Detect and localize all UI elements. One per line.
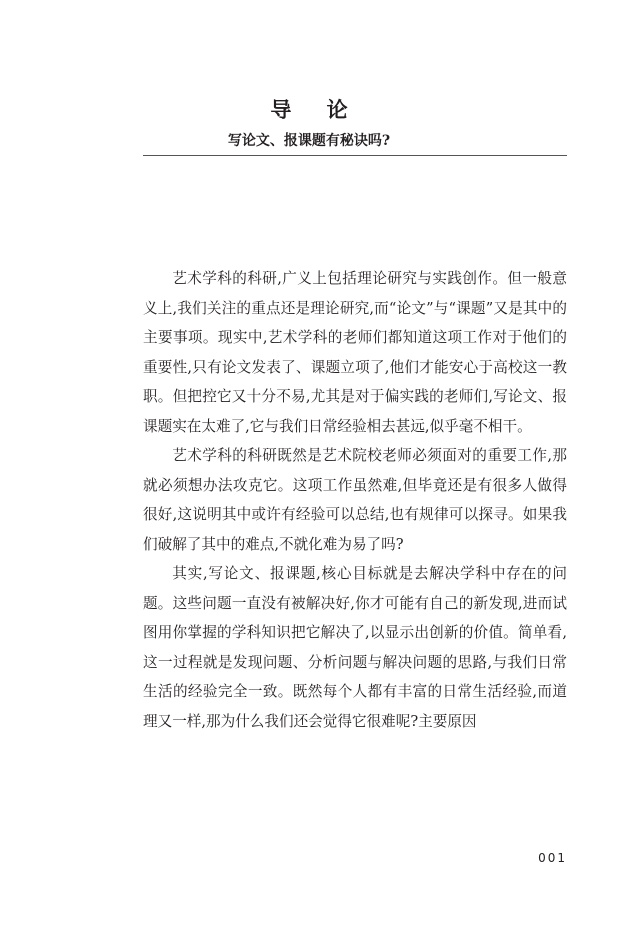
header-divider xyxy=(143,155,567,156)
paragraph-2: 艺术学科的科研既然是艺术院校老师必须面对的重要工作,那就必须想办法攻克它。这项工作虽然难,但毕竟还是有很多人做得很好,这说明其中或许有经验可以总结,也有规律可以探寻。如果我们破解了其中的难点,不就化难为易了吗? xyxy=(143,447,567,553)
body-text xyxy=(143,264,567,736)
chapter-title: 导 论 xyxy=(270,97,362,122)
page-number: 001 xyxy=(538,851,567,865)
chapter-subtitle: 写论文、报课题有秘诀吗? xyxy=(227,133,391,149)
paragraph-3: 其实,写论文、报课题,核心目标就是去解决学科中存在的问题。这些问题一直没有被解决好,你才可能有自己的新发现,进而试图用你掌握的学科知识把它解决了,以显示出创新的价值。简单看,这一过程就是发现问题、分析问题与解决问题的思路,与我们日常生活的经验完全一致。既然每个人都有丰富的日常生活经验,而道理又一样,那为什么我们还会觉得它很难呢?主要原因 xyxy=(143,565,567,730)
paragraph-1: 艺术学科的科研,广义上包括理论研究与实践创作。但一般意义上,我们关注的重点还是理论研究,而“论文”与“课题”又是其中的主要事项。现实中,艺术学科的老师们都知道这项工作对于他们的重要性,只有论文发表了、课题立项了,他们才能安心于高校这一教职。但把控它又十分不易,尤其是对于偏实践的老师们,写论文、报课题实在太难了,它与我们日常经验相去甚远,似乎毫不相干。 xyxy=(143,270,567,435)
